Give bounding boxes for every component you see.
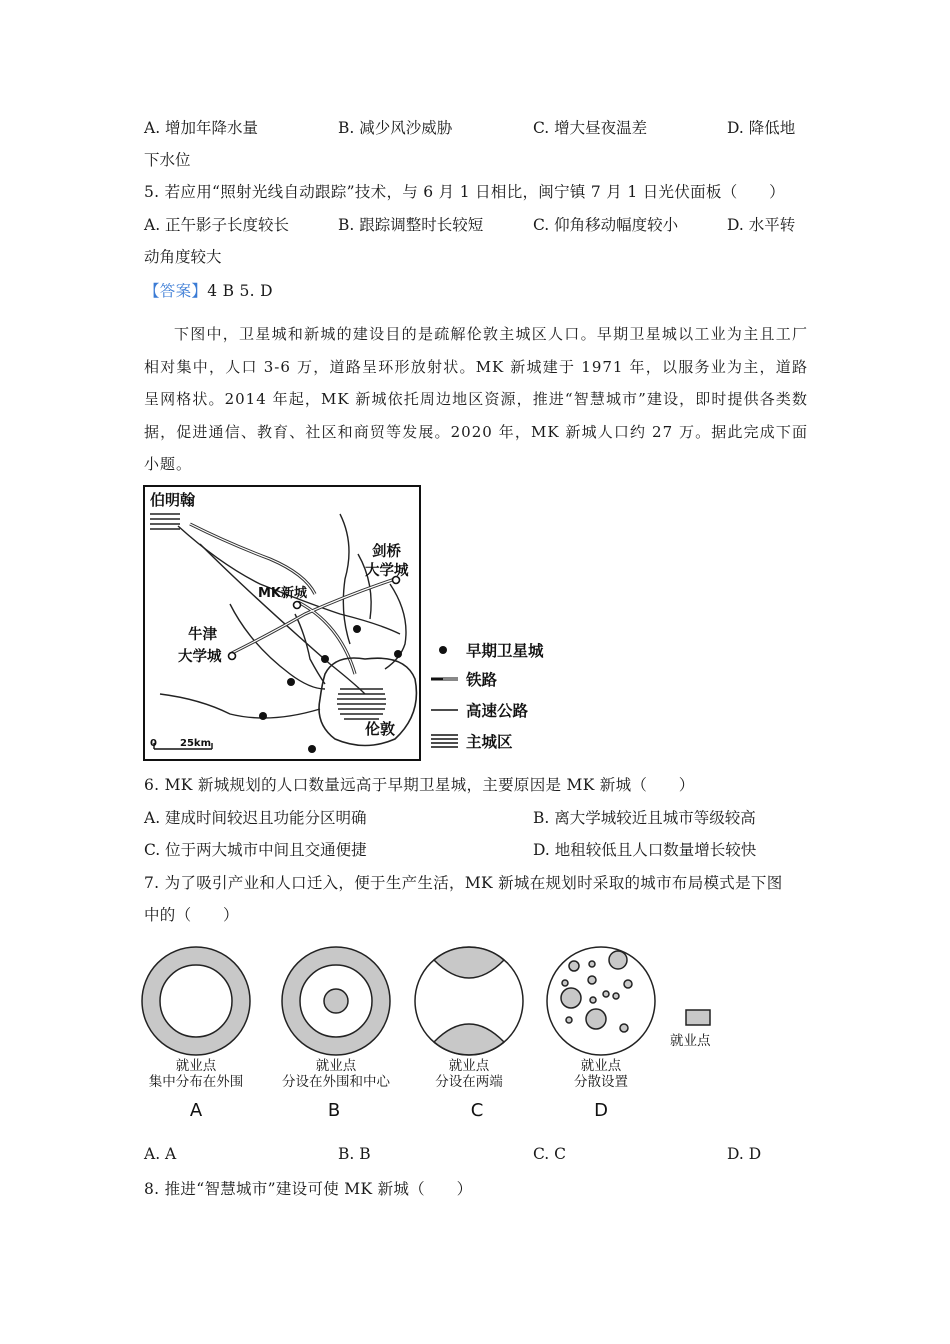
layout-b-caption-2: 分设在外围和中心: [282, 1074, 390, 1090]
q6-option-a: A. 建成时间较迟且功能分区明确: [144, 809, 367, 827]
answer-tag: 【答案】: [144, 282, 208, 300]
legend-railway: 铁路: [466, 671, 498, 689]
q4-option-d: D. 降低地: [727, 119, 796, 137]
label-scale-0: 0: [150, 738, 157, 749]
label-scale-25: 25km: [180, 738, 211, 749]
label-mk: MK新城: [258, 586, 308, 601]
label-oxford-2: 大学城: [178, 649, 222, 665]
answer-text: 4 B 5. D: [207, 282, 273, 300]
employment-legend-label: 就业点: [670, 1033, 711, 1049]
q7-option-a: A. A: [144, 1145, 177, 1163]
layout-a: [142, 947, 250, 1055]
q6-option-c: C. 位于两大城市中间且交通便捷: [144, 841, 367, 859]
highways: [160, 514, 406, 718]
label-london: 伦敦: [365, 720, 396, 738]
city-markers: [229, 577, 400, 660]
employment-legend-symbol: [686, 1010, 710, 1025]
q5-stem: 5. 若应用“照射光线自动跟踪”技术，与 6 月 1 日相比，闽宁镇 7 月 1 日光伏面板（ ）: [144, 183, 785, 201]
q7-stem-1: 7. 为了吸引产业和人口迁入，便于生产生活，MK 新城在规划时采取的城市布局模式是下图: [144, 874, 783, 892]
q7-option-c: C. C: [533, 1145, 567, 1163]
label-cambridge-1: 剑桥: [372, 544, 401, 560]
q5-option-d-cont: 动角度较大: [144, 248, 222, 266]
map-legend: [431, 641, 544, 751]
q4-option-a: A. 增加年降水量: [144, 119, 259, 137]
passage: 下图中，卫星城和新城的建设目的是疏解伦敦主城区人口。早期卫星城以工业为主且工厂相对集中，人口 3-6 万，道路呈环形放射状。MK 新城建于 1971 年，以服务业为主，道路呈网格状。2014 年起，MK 新城依托周边地区资源，推进“智慧城市”建设，即时提供各类数据，促进通信、教育、社区和商贸等发展。2020 年，MK 新城人口约 27 万。据此完成下面小题。: [144, 325, 808, 473]
layout-a-caption-2: 集中分布在外围: [148, 1074, 244, 1090]
legend-satellite: 早期卫星城: [466, 642, 544, 660]
q5-option-b: B. 跟踪调整时长较短: [338, 216, 484, 234]
q6-option-d: D. 地租较低且人口数量增长较快: [533, 841, 757, 859]
layout-a-letter: A: [189, 1100, 203, 1121]
q6-option-b: B. 离大学城较近且城市等级较高: [533, 809, 756, 827]
legend-highway: 高速公路: [466, 702, 529, 720]
city-layout-diagrams: [140, 938, 730, 1128]
q4-option-d-cont: 下水位: [144, 151, 191, 169]
q5-option-a: A. 正午影子长度较长: [144, 216, 290, 234]
q5-option-c: C. 仰角移动幅度较小: [533, 216, 679, 234]
legend-satellite-symbol: [439, 646, 447, 654]
label-birmingham: 伯明翰: [150, 491, 196, 509]
q4-option-c: C. 增大昼夜温差: [533, 119, 648, 137]
q7-option-b: B. B: [338, 1145, 371, 1163]
q7-option-d: D. D: [727, 1145, 762, 1163]
legend-main-city: 主城区: [466, 733, 513, 751]
q6-stem: 6. MK 新城规划的人口数量远高于早期卫星城，主要原因是 MK 新城（ ）: [144, 776, 695, 794]
legend-main-city-symbol: [431, 735, 458, 747]
layout-c-caption-2: 分设在两端: [435, 1074, 503, 1090]
q8-stem: 8. 推进“智慧城市”建设可使 MK 新城（ ）: [144, 1180, 473, 1198]
q4-option-b: B. 减少风沙威胁: [338, 119, 453, 137]
london-map: [140, 484, 560, 766]
layout-d-caption-2: 分散设置: [574, 1074, 628, 1090]
label-oxford-1: 牛津: [188, 627, 217, 643]
layout-d-caption-1: 就业点: [580, 1058, 622, 1074]
layout-d: [547, 947, 655, 1055]
main-city-area: [337, 689, 386, 719]
layout-d-letter: D: [594, 1100, 608, 1121]
label-cambridge-2: 大学城: [365, 563, 409, 579]
q5-option-d: D. 水平转: [727, 216, 796, 234]
layout-b-letter: B: [327, 1100, 341, 1121]
birmingham-area: [150, 514, 180, 529]
layout-c: [415, 947, 523, 1055]
answer-line: [144, 279, 273, 301]
layout-b-caption-1: 就业点: [315, 1058, 357, 1074]
q7-stem-2: 中的（ ）: [144, 906, 239, 924]
layout-c-caption-1: 就业点: [448, 1058, 490, 1074]
layout-b: [282, 947, 390, 1055]
layout-c-letter: C: [470, 1100, 484, 1121]
layout-a-caption-1: 就业点: [175, 1058, 217, 1074]
